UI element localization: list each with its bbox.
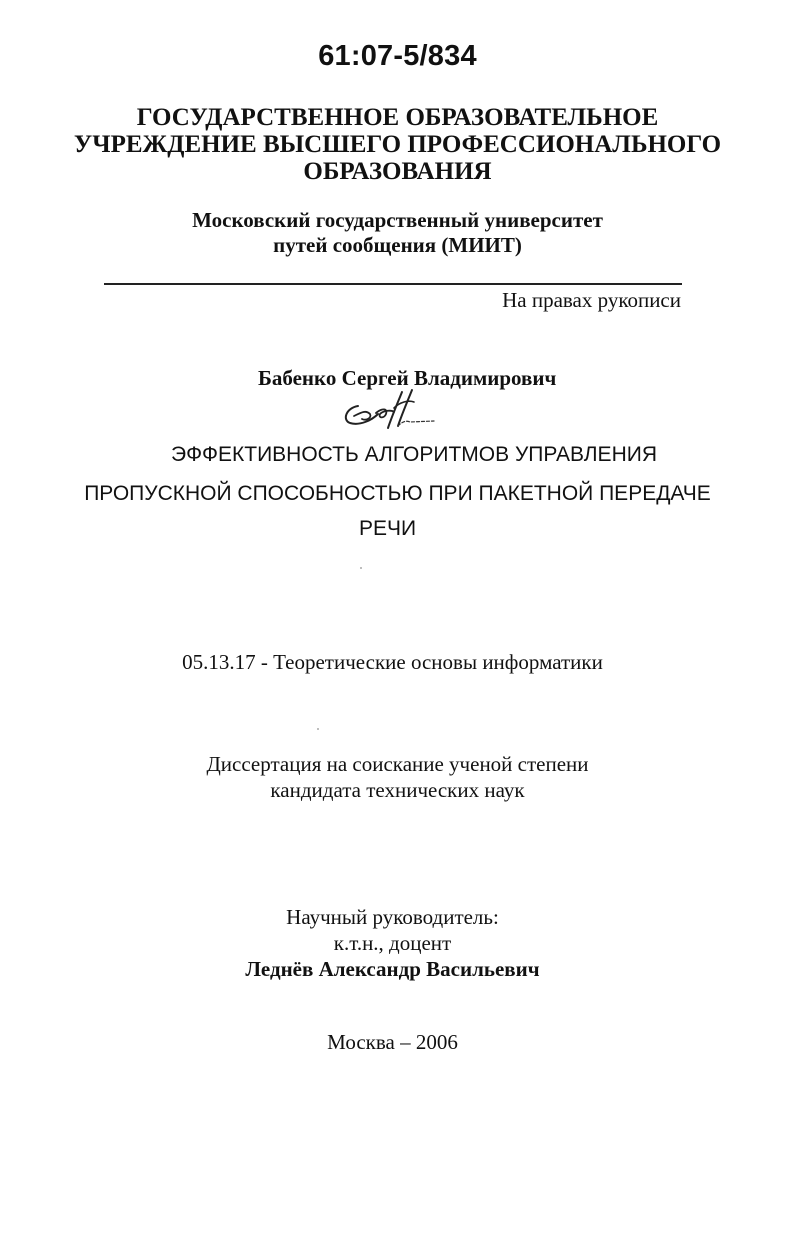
supervisor-block	[0, 904, 785, 982]
supervisor-label: Научный руководитель:	[286, 905, 499, 929]
specialty-code: 05.13.17 - Теоретические основы информатики	[182, 650, 603, 674]
author-name: Бабенко Сергей Владимирович	[258, 366, 557, 390]
degree-statement	[0, 751, 795, 803]
supervisor-rank: к.т.н., доцент	[333, 931, 452, 955]
institution-name	[0, 104, 795, 185]
degree-line-1: Диссертация на соискание ученой степени	[206, 752, 589, 776]
scan-speck	[317, 728, 319, 730]
header-divider	[104, 283, 682, 285]
university-line-1: Московский государственный университет	[192, 208, 603, 232]
institution-line-3: ОБРАЗОВАНИЯ	[303, 158, 492, 185]
scan-speck	[360, 567, 362, 569]
degree-line-2: кандидата технических наук	[270, 778, 525, 802]
rights-note: На правах рукописи	[502, 288, 681, 312]
institution-line-1: ГОСУДАРСТВЕННОЕ ОБРАЗОВАТЕЛЬНОЕ	[136, 104, 659, 131]
university-name	[0, 208, 795, 258]
city-year: Москва – 2006	[327, 1030, 458, 1054]
signature-icon	[336, 386, 436, 432]
dissertation-title-line-1: ЭФФЕКТИВНОСТЬ АЛГОРИТМОВ УПРАВЛЕНИЯ	[170, 443, 657, 466]
supervisor-name: Леднёв Александр Васильевич	[245, 957, 540, 981]
catalog-code: 61:07-5/834	[318, 40, 477, 72]
dissertation-title-line-2: ПРОПУСКНОЙ СПОСОБНОСТЬЮ ПРИ ПАКЕТНОЙ ПЕРЕДАЧЕ	[84, 482, 711, 505]
institution-line-2: УЧРЕЖДЕНИЕ ВЫСШЕГО ПРОФЕССИОНАЛЬНОГО	[73, 131, 722, 158]
university-line-2: путей сообщения (МИИТ)	[273, 233, 522, 257]
dissertation-title-line-3: РЕЧИ	[358, 517, 417, 540]
